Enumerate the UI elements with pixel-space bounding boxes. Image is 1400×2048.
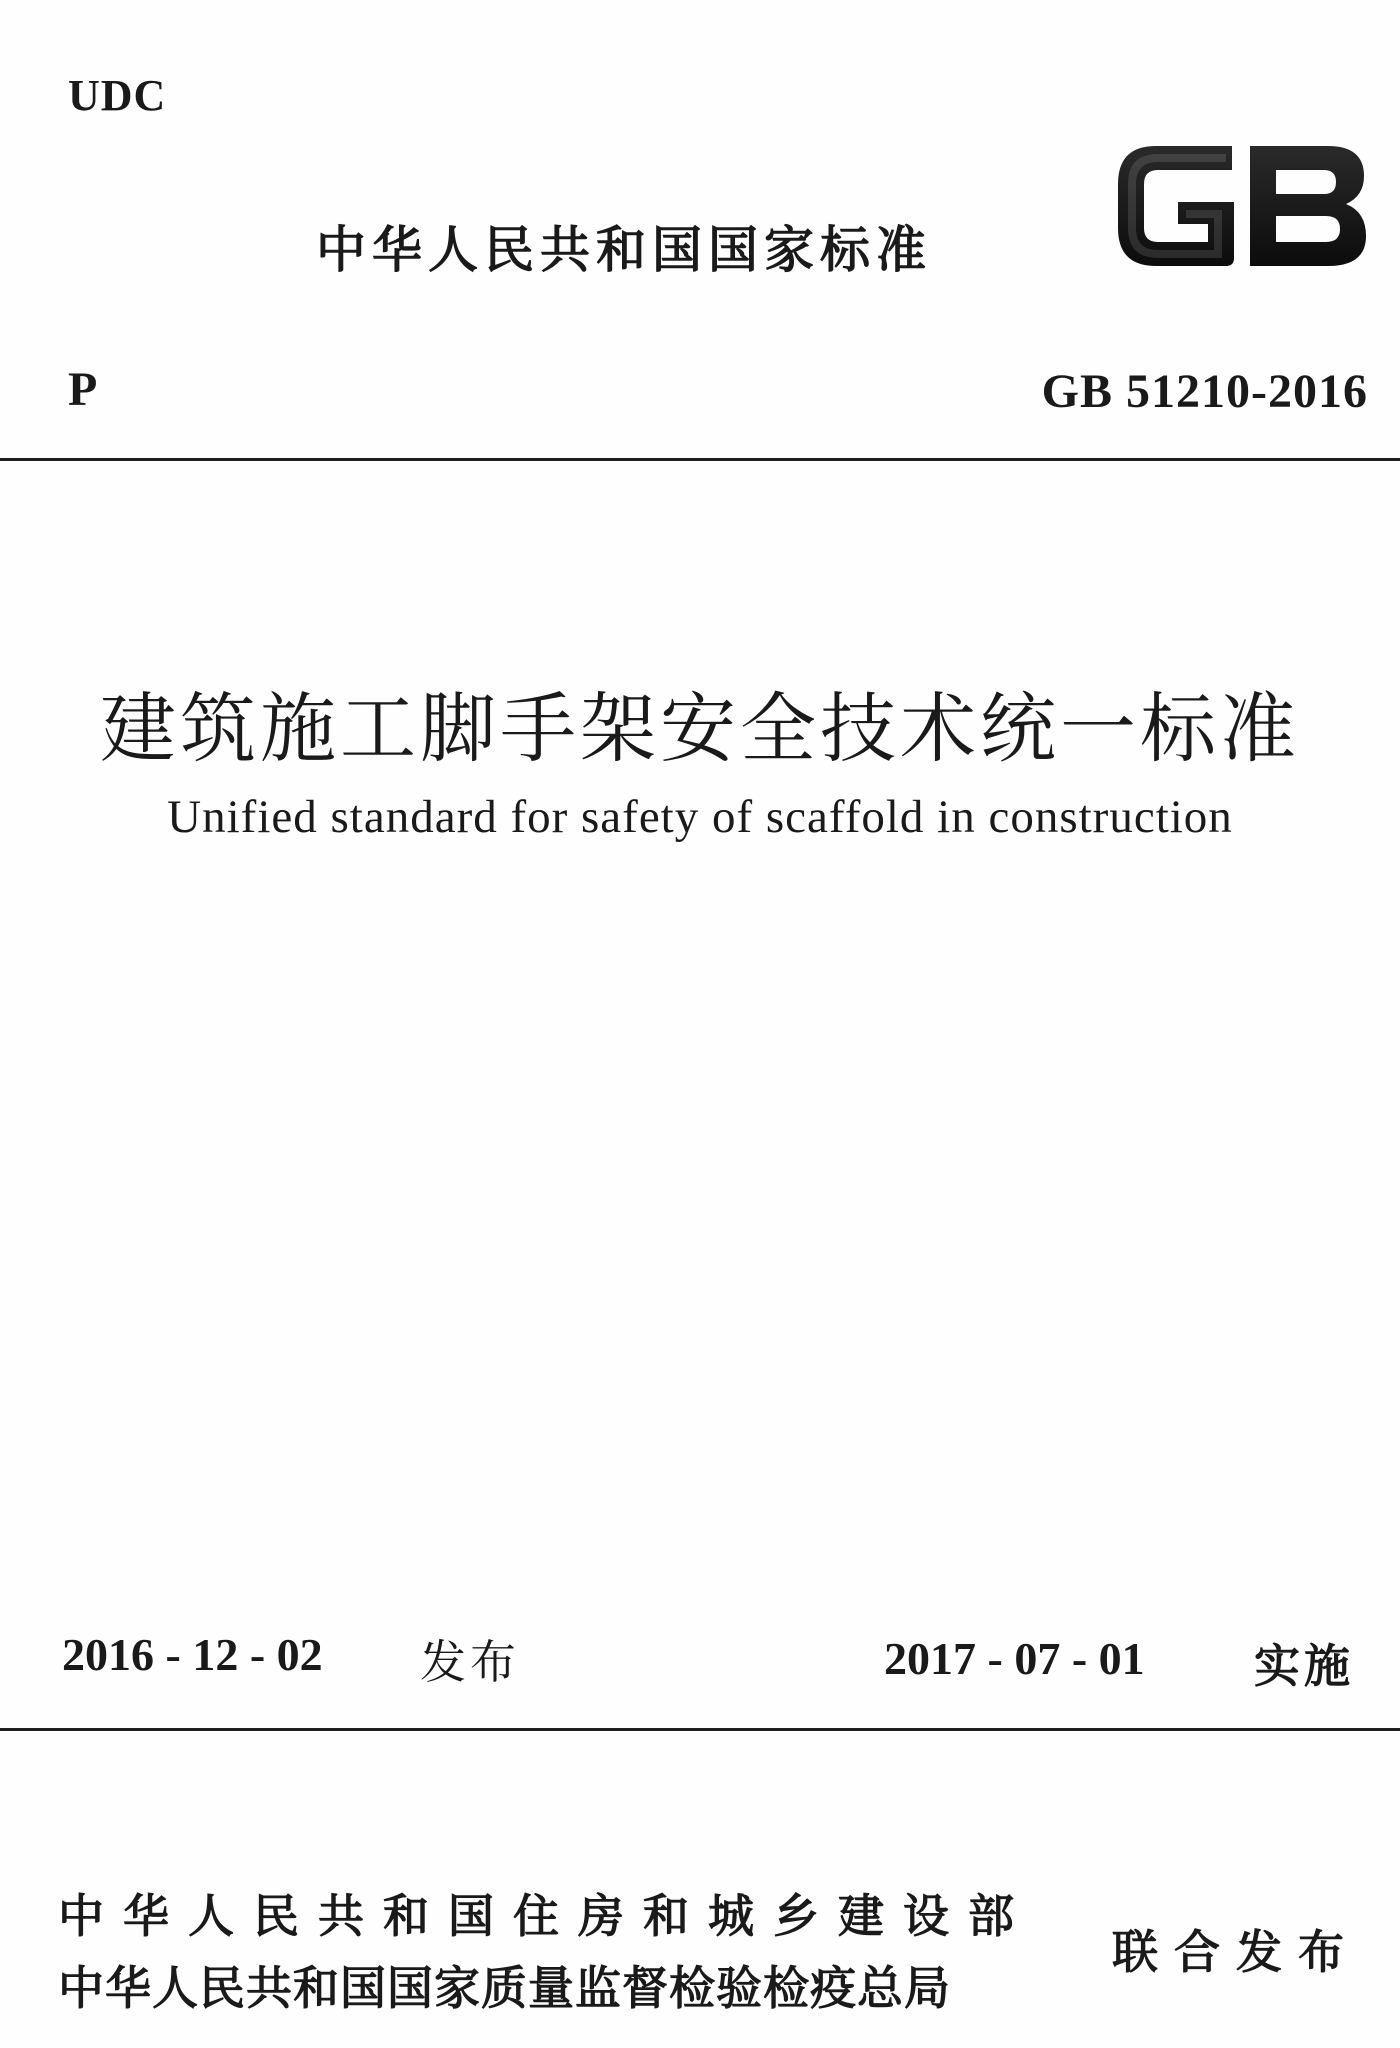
issuer-aqsiq: 中华人民共和国国家质量监督检验检疫总局 xyxy=(58,1961,951,2015)
standard-number: GB 51210-2016 xyxy=(1041,365,1368,418)
implementation-label: 实施 xyxy=(1254,1639,1354,1693)
udc-label: UDC xyxy=(68,71,167,120)
joint-issue-label: 联合发布 xyxy=(1112,1925,1360,1979)
bottom-divider xyxy=(0,1728,1400,1731)
top-divider xyxy=(0,458,1400,461)
issue-label: 发布 xyxy=(420,1635,520,1689)
issue-date: 2016 - 12 - 02 xyxy=(62,1629,323,1680)
classification-code: P xyxy=(68,363,98,416)
title-english: Unified standard for safety of scaffold in construction xyxy=(167,791,1233,843)
implementation-date: 2017 - 07 - 01 xyxy=(884,1633,1145,1684)
gb-logo xyxy=(1110,140,1372,272)
title-chinese: 建筑施工脚手架安全技术统一标准 xyxy=(100,684,1300,773)
national-standard-heading: 中华人民共和国国家标准 xyxy=(316,221,932,279)
issuer-ministry: 中华人民共和国住房和城乡建设部 xyxy=(58,1889,1033,1943)
